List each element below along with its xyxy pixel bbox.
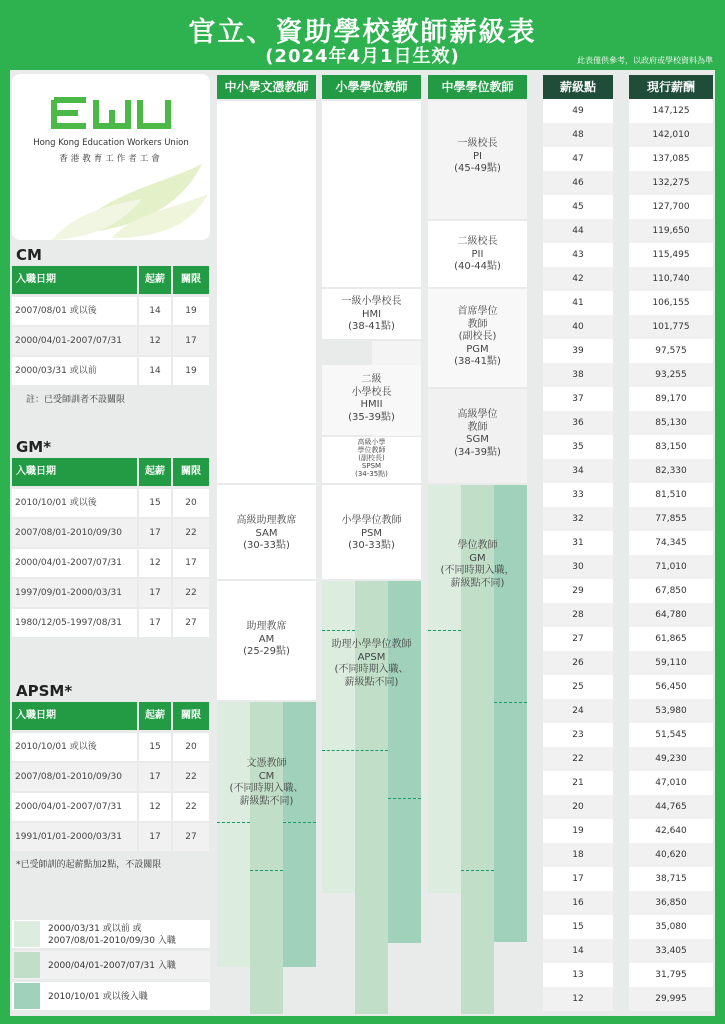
salary-cell: 137,085: [629, 147, 713, 171]
table-row: 2000/04/01-2007/07/31: [12, 549, 137, 577]
salary-cell: 106,155: [629, 291, 713, 315]
column-header-salary: 現行薪酬: [629, 75, 713, 99]
salary-cell: 71,010: [629, 555, 713, 579]
pay-point-cell: 36: [543, 411, 613, 435]
apsm-header-date: 入職日期: [12, 702, 137, 730]
salary-cell: 31,795: [629, 963, 713, 987]
salary-cell: 42,640: [629, 819, 713, 843]
gm-header-start: 起薪: [139, 458, 171, 486]
salary-cell: 83,150: [629, 435, 713, 459]
rank-sgm: 高級學位 教師 SGM (34-39點): [454, 409, 501, 458]
bar-line: [322, 630, 355, 631]
union-name-zh: 香港教育工作者工會: [59, 154, 163, 164]
salary-cell: 56,450: [629, 675, 713, 699]
ewu-logo-icon: [50, 96, 174, 132]
pay-point-cell: 15: [543, 915, 613, 939]
table-row: 2000/04/01-2007/07/31: [12, 793, 137, 821]
cm-band-1: [217, 702, 250, 967]
pay-point-cell: 13: [543, 963, 613, 987]
table-cell: 22: [173, 579, 209, 607]
salary-cell: 36,850: [629, 891, 713, 915]
pay-point-cell: 46: [543, 171, 613, 195]
table-cell: 17: [173, 549, 209, 577]
salary-cell: 38,715: [629, 867, 713, 891]
salary-cell: 132,275: [629, 171, 713, 195]
table-cell: 15: [139, 733, 171, 761]
salary-cell: 49,230: [629, 747, 713, 771]
salary-cell: 93,255: [629, 363, 713, 387]
pay-point-cell: 17: [543, 867, 613, 891]
pay-point-cell: 32: [543, 507, 613, 531]
salary-cell: 40,620: [629, 843, 713, 867]
pay-point-cell: 45: [543, 195, 613, 219]
cm-header-date: 入職日期: [12, 266, 137, 294]
table-cell: 12: [139, 793, 171, 821]
bar-line: [388, 798, 421, 799]
salary-cell: 110,740: [629, 267, 713, 291]
salary-cell: 35,080: [629, 915, 713, 939]
pay-point-cell: 14: [543, 939, 613, 963]
cm-band-3: [283, 702, 316, 967]
rank-apsm: 助理小學學位教師 APSM (不同時期入職、 薪級點不同): [331, 639, 412, 688]
table-row: 1991/01/01-2000/03/31: [12, 823, 137, 851]
rank-pi: 一級校長 PI (45-49點): [454, 138, 501, 174]
table-cell: 17: [139, 823, 171, 851]
pay-point-cell: 28: [543, 603, 613, 627]
table-cell: 17: [139, 609, 171, 637]
bar-line: [250, 870, 283, 871]
apsm-band-1: [322, 581, 355, 893]
pay-point-cell: 31: [543, 531, 613, 555]
bar-line: [217, 822, 250, 823]
pay-point-cell: 44: [543, 219, 613, 243]
salary-cell: 97,575: [629, 339, 713, 363]
table-row: 2000/04/01-2007/07/31: [12, 327, 137, 355]
rank-am: 助理教席 AM (25-29點): [243, 621, 290, 657]
pay-point-cell: 22: [543, 747, 613, 771]
salary-cell: 59,110: [629, 651, 713, 675]
salary-cell: 147,125: [629, 99, 713, 123]
rank-pii: 二級校長 PII (40-44點): [454, 236, 501, 272]
pay-point-cell: 24: [543, 699, 613, 723]
table-cell: 17: [173, 327, 209, 355]
salary-cell: 74,345: [629, 531, 713, 555]
effective-date: (2024年4月1日生效): [265, 46, 460, 67]
salary-cell: 61,865: [629, 627, 713, 651]
table-cell: 22: [173, 763, 209, 791]
table-row: 2007/08/01-2010/09/30: [12, 519, 137, 547]
rank-sam: 高級助理教席 SAM (30-33點): [236, 515, 297, 551]
pay-point-cell: 41: [543, 291, 613, 315]
table-cell: 27: [173, 609, 209, 637]
gm-header-bar: 關限: [173, 458, 209, 486]
bar-line: [283, 822, 316, 823]
legend-label: 2000/04/01-2007/07/31 入職: [48, 961, 176, 971]
logo-card: [12, 74, 210, 240]
pay-point-cell: 39: [543, 339, 613, 363]
pay-point-cell: 48: [543, 123, 613, 147]
cm-band-2: [250, 702, 283, 1014]
apsm-header-bar: 關限: [173, 702, 209, 730]
pay-point-cell: 18: [543, 843, 613, 867]
table-cell: 17: [139, 579, 171, 607]
table-row: 2007/08/01-2010/09/30: [12, 763, 137, 791]
table-row: 2000/03/31 或以前: [12, 357, 137, 385]
table-cell: 14: [139, 297, 171, 325]
table-cell: 27: [173, 823, 209, 851]
salary-cell: 51,545: [629, 723, 713, 747]
salary-cell: 81,510: [629, 483, 713, 507]
table-cell: 15: [139, 489, 171, 517]
rank-cm: 文憑教師 CM (不同時期入職、 薪級點不同): [229, 758, 304, 807]
salary-cell: 127,700: [629, 195, 713, 219]
pay-point-cell: 38: [543, 363, 613, 387]
pay-point-cell: 23: [543, 723, 613, 747]
pay-point-cell: 21: [543, 771, 613, 795]
primary-blank-block: [322, 101, 421, 287]
table-cell: 20: [173, 733, 209, 761]
table-row: 1980/12/05-1997/08/31: [12, 609, 137, 637]
legend-swatch: [14, 983, 40, 1009]
bar-line: [428, 630, 461, 631]
pay-point-cell: 47: [543, 147, 613, 171]
bar-line: [461, 870, 494, 871]
leaf-decoration-icon: [12, 154, 210, 240]
pay-point-cell: 27: [543, 627, 613, 651]
apsm-note: *已受師訓的起薪點加2點，不設關限: [16, 860, 162, 870]
table-cell: 22: [173, 793, 209, 821]
pay-point-cell: 37: [543, 387, 613, 411]
pay-point-cell: 29: [543, 579, 613, 603]
table-cell: 19: [173, 297, 209, 325]
table-row: 2010/10/01 或以後: [12, 489, 137, 517]
salary-cell: 119,650: [629, 219, 713, 243]
pay-point-cell: 42: [543, 267, 613, 291]
rank-spsm: 高級小學 學位教師 (副校長) SPSM (34-35點): [355, 438, 388, 479]
table-cell: 17: [139, 519, 171, 547]
rank-psm: 小學學位教師 PSM (30-33點): [341, 515, 402, 551]
pay-point-cell: 35: [543, 435, 613, 459]
table-cell: 17: [139, 763, 171, 791]
column-header-primary-grad: 小學學位教師: [322, 75, 421, 99]
salary-cell: 115,495: [629, 243, 713, 267]
rank-pgm: 首席學位 教師 (副校長) PGM (38-41點): [454, 306, 501, 367]
salary-cell: 85,130: [629, 411, 713, 435]
table-row: 2007/08/01 或以後: [12, 297, 137, 325]
bar-line: [494, 702, 527, 703]
apsm-header-start: 起薪: [139, 702, 171, 730]
pay-point-cell: 33: [543, 483, 613, 507]
disclaimer-note: 此表僅供參考，以政府或學校資料為準: [577, 56, 713, 65]
column-header-diploma: 中小學文憑教師: [217, 75, 316, 99]
legend-swatch: [14, 952, 40, 978]
pay-point-cell: 26: [543, 651, 613, 675]
rank-gm: 學位教師 GM (不同時期入職， 薪級點不同): [440, 540, 515, 589]
salary-cell: 29,995: [629, 987, 713, 1011]
table-cell: 12: [139, 549, 171, 577]
table-row: 2010/10/01 或以後: [12, 733, 137, 761]
pay-point-cell: 16: [543, 891, 613, 915]
union-name-en: Hong Kong Education Workers Union: [33, 138, 189, 148]
apsm-title: APSM*: [16, 682, 73, 700]
pay-point-cell: 43: [543, 243, 613, 267]
pay-point-cell: 40: [543, 315, 613, 339]
salary-cell: 142,010: [629, 123, 713, 147]
cm-note: 註：已受師訓者不設關限: [26, 395, 126, 405]
salary-cell: 33,405: [629, 939, 713, 963]
pay-point-cell: 12: [543, 987, 613, 1011]
table-cell: 14: [139, 357, 171, 385]
gm-header-date: 入職日期: [12, 458, 137, 486]
rank-hmi: 一級小學校長 HMI (38-41點): [341, 296, 402, 332]
pay-point-cell: 49: [543, 99, 613, 123]
pay-point-cell: 19: [543, 819, 613, 843]
diploma-blank-block: [217, 101, 316, 483]
pay-point-cell: 34: [543, 459, 613, 483]
salary-cell: 77,855: [629, 507, 713, 531]
salary-cell: 89,170: [629, 387, 713, 411]
table-cell: 22: [173, 519, 209, 547]
apsm-band-3: [388, 581, 421, 943]
salary-cell: 101,775: [629, 315, 713, 339]
table-cell: 19: [173, 357, 209, 385]
pay-point-cell: 20: [543, 795, 613, 819]
salary-cell: 82,330: [629, 459, 713, 483]
cm-header-bar: 關限: [173, 266, 209, 294]
salary-cell: 64,780: [629, 603, 713, 627]
salary-cell: 47,010: [629, 771, 713, 795]
bar-line: [322, 750, 388, 751]
legend-swatch: [14, 921, 40, 947]
gm-title: GM*: [16, 438, 52, 456]
salary-cell: 67,850: [629, 579, 713, 603]
legend-label: 2010/10/01 或以後入職: [48, 992, 148, 1002]
cm-header-start: 起薪: [139, 266, 171, 294]
salary-cell: 44,765: [629, 795, 713, 819]
pay-point-cell: 30: [543, 555, 613, 579]
table-row: 1997/09/01-2000/03/31: [12, 579, 137, 607]
cm-title: CM: [16, 246, 42, 264]
pay-point-cell: 25: [543, 675, 613, 699]
salary-cell: 53,980: [629, 699, 713, 723]
table-cell: 20: [173, 489, 209, 517]
column-header-secondary-grad: 中學學位教師: [428, 75, 527, 99]
table-cell: 12: [139, 327, 171, 355]
rank-hmii: 二級 小學校長 HMII (35-39點): [348, 374, 395, 423]
column-header-pay-point: 薪級點: [543, 75, 613, 99]
legend-label: 2000/03/31 或以前 或 2007/08/01-2010/09/30 入職: [48, 924, 176, 946]
page-title: 官立、資助學校教師薪級表: [188, 17, 537, 48]
